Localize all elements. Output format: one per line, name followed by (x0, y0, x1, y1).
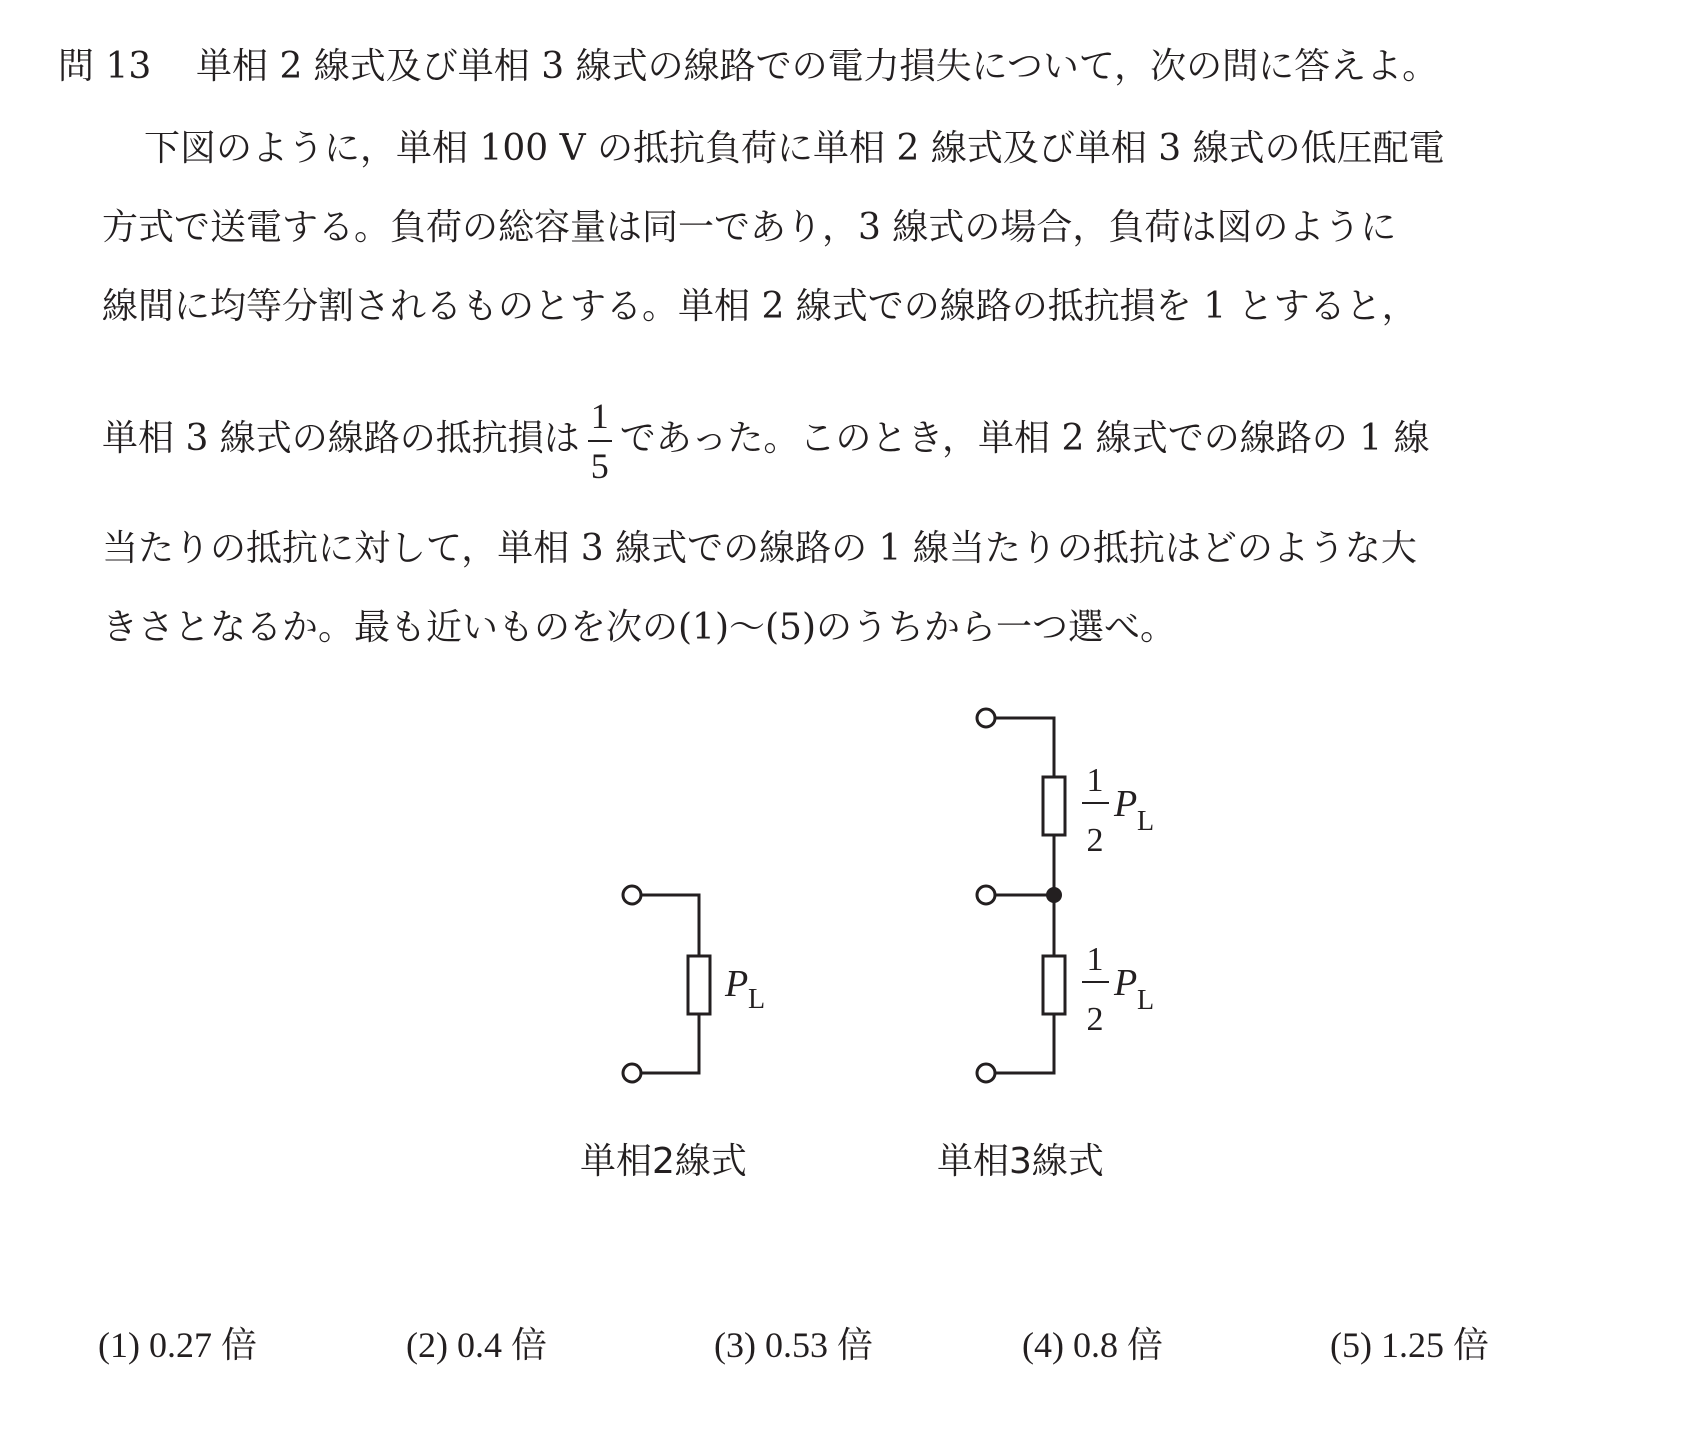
two-wire-load-label (724, 963, 765, 1015)
choice-unit: 倍 (836, 1325, 873, 1366)
choice-unit: 倍 (510, 1325, 547, 1366)
question-title: 単相 2 線式及び単相 3 線式の線路での電力損失について，次の問に答えよ。 (196, 46, 1439, 87)
choice-5[interactable] (1330, 1317, 1489, 1368)
two-wire-circuit (623, 886, 710, 1082)
question-text-line-1: 下図のように，単相 100 V の抵抗負荷に単相 2 線式及び単相 3 線式の低圧配電 (144, 128, 1445, 169)
terminal-bottom (623, 1064, 641, 1082)
choice-4[interactable] (1022, 1317, 1163, 1368)
load-subscript-l: L (1137, 806, 1155, 837)
line4-after: であった。このとき，単相 2 線式での線路の 1 線 (619, 418, 1430, 459)
fraction-denominator: 5 (590, 446, 609, 486)
three-wire-upper-load-label (1082, 762, 1154, 859)
resistor-load (688, 956, 710, 1014)
fraction-denominator: 2 (1086, 1001, 1104, 1038)
question-text-line-6: きさとなるか。最も近いものを次の(1)～(5)のうちから一つ選べ。 (102, 607, 1176, 648)
choice-label: (5) (1330, 1325, 1372, 1365)
choice-1[interactable] (98, 1317, 257, 1368)
fraction-numerator: 1 (588, 398, 612, 442)
choice-value: 0.53 (764, 1325, 828, 1365)
choice-label: (4) (1022, 1325, 1064, 1365)
choice-label: (1) (98, 1325, 140, 1365)
fraction-denominator: 2 (1086, 822, 1104, 859)
load-subscript-l: L (1137, 985, 1155, 1016)
terminal-top (977, 709, 995, 727)
choice-unit: 倍 (1452, 1325, 1489, 1366)
caption-three-wire: 単相3線式 (937, 1141, 1104, 1182)
load-symbol-p: P (1114, 783, 1138, 825)
junction-node (1046, 887, 1062, 903)
wire-top (641, 895, 699, 956)
caption-two-wire: 単相2線式 (580, 1141, 747, 1182)
choice-3[interactable] (714, 1317, 873, 1368)
wire-bottom (995, 1014, 1054, 1073)
load-symbol-p: P (1114, 962, 1138, 1004)
choice-label: (3) (714, 1325, 756, 1365)
three-wire-lower-load-label (1082, 941, 1154, 1038)
wire-bottom (641, 1014, 699, 1073)
resistor-load-upper (1043, 777, 1065, 835)
question-number: 問 13 (58, 46, 152, 87)
terminal-middle (977, 886, 995, 904)
choice-unit: 倍 (1126, 1325, 1163, 1366)
terminal-top (623, 886, 641, 904)
wire-top (995, 718, 1054, 777)
choice-value: 0.8 (1072, 1325, 1118, 1365)
choice-unit: 倍 (220, 1325, 257, 1366)
terminal-bottom (977, 1064, 995, 1082)
fraction-numerator: 1 (1086, 762, 1104, 799)
choice-value: 0.27 (148, 1325, 212, 1365)
load-symbol-p: P (725, 963, 749, 1005)
load-subscript-l: L (748, 984, 766, 1015)
resistor-load-lower (1043, 956, 1065, 1014)
question-text-line-5: 当たりの抵抗に対して，単相 3 線式での線路の 1 線当たりの抵抗はどのような大 (102, 528, 1417, 569)
choice-label: (2) (406, 1325, 448, 1365)
choice-2[interactable] (406, 1317, 547, 1368)
choice-value: 0.4 (456, 1325, 502, 1365)
question-text-line-2: 方式で送電する。負荷の総容量は同一であり，3 線式の場合，負荷は図のように (102, 207, 1397, 248)
fraction-numerator: 1 (1086, 941, 1104, 978)
choice-value: 1.25 (1380, 1325, 1444, 1365)
question-text-line-3: 線間に均等分割されるものとする。単相 2 線式での線路の抵抗損を 1 とすると， (102, 286, 1418, 327)
line4-before: 単相 3 線式の線路の抵抗損は (102, 418, 580, 459)
